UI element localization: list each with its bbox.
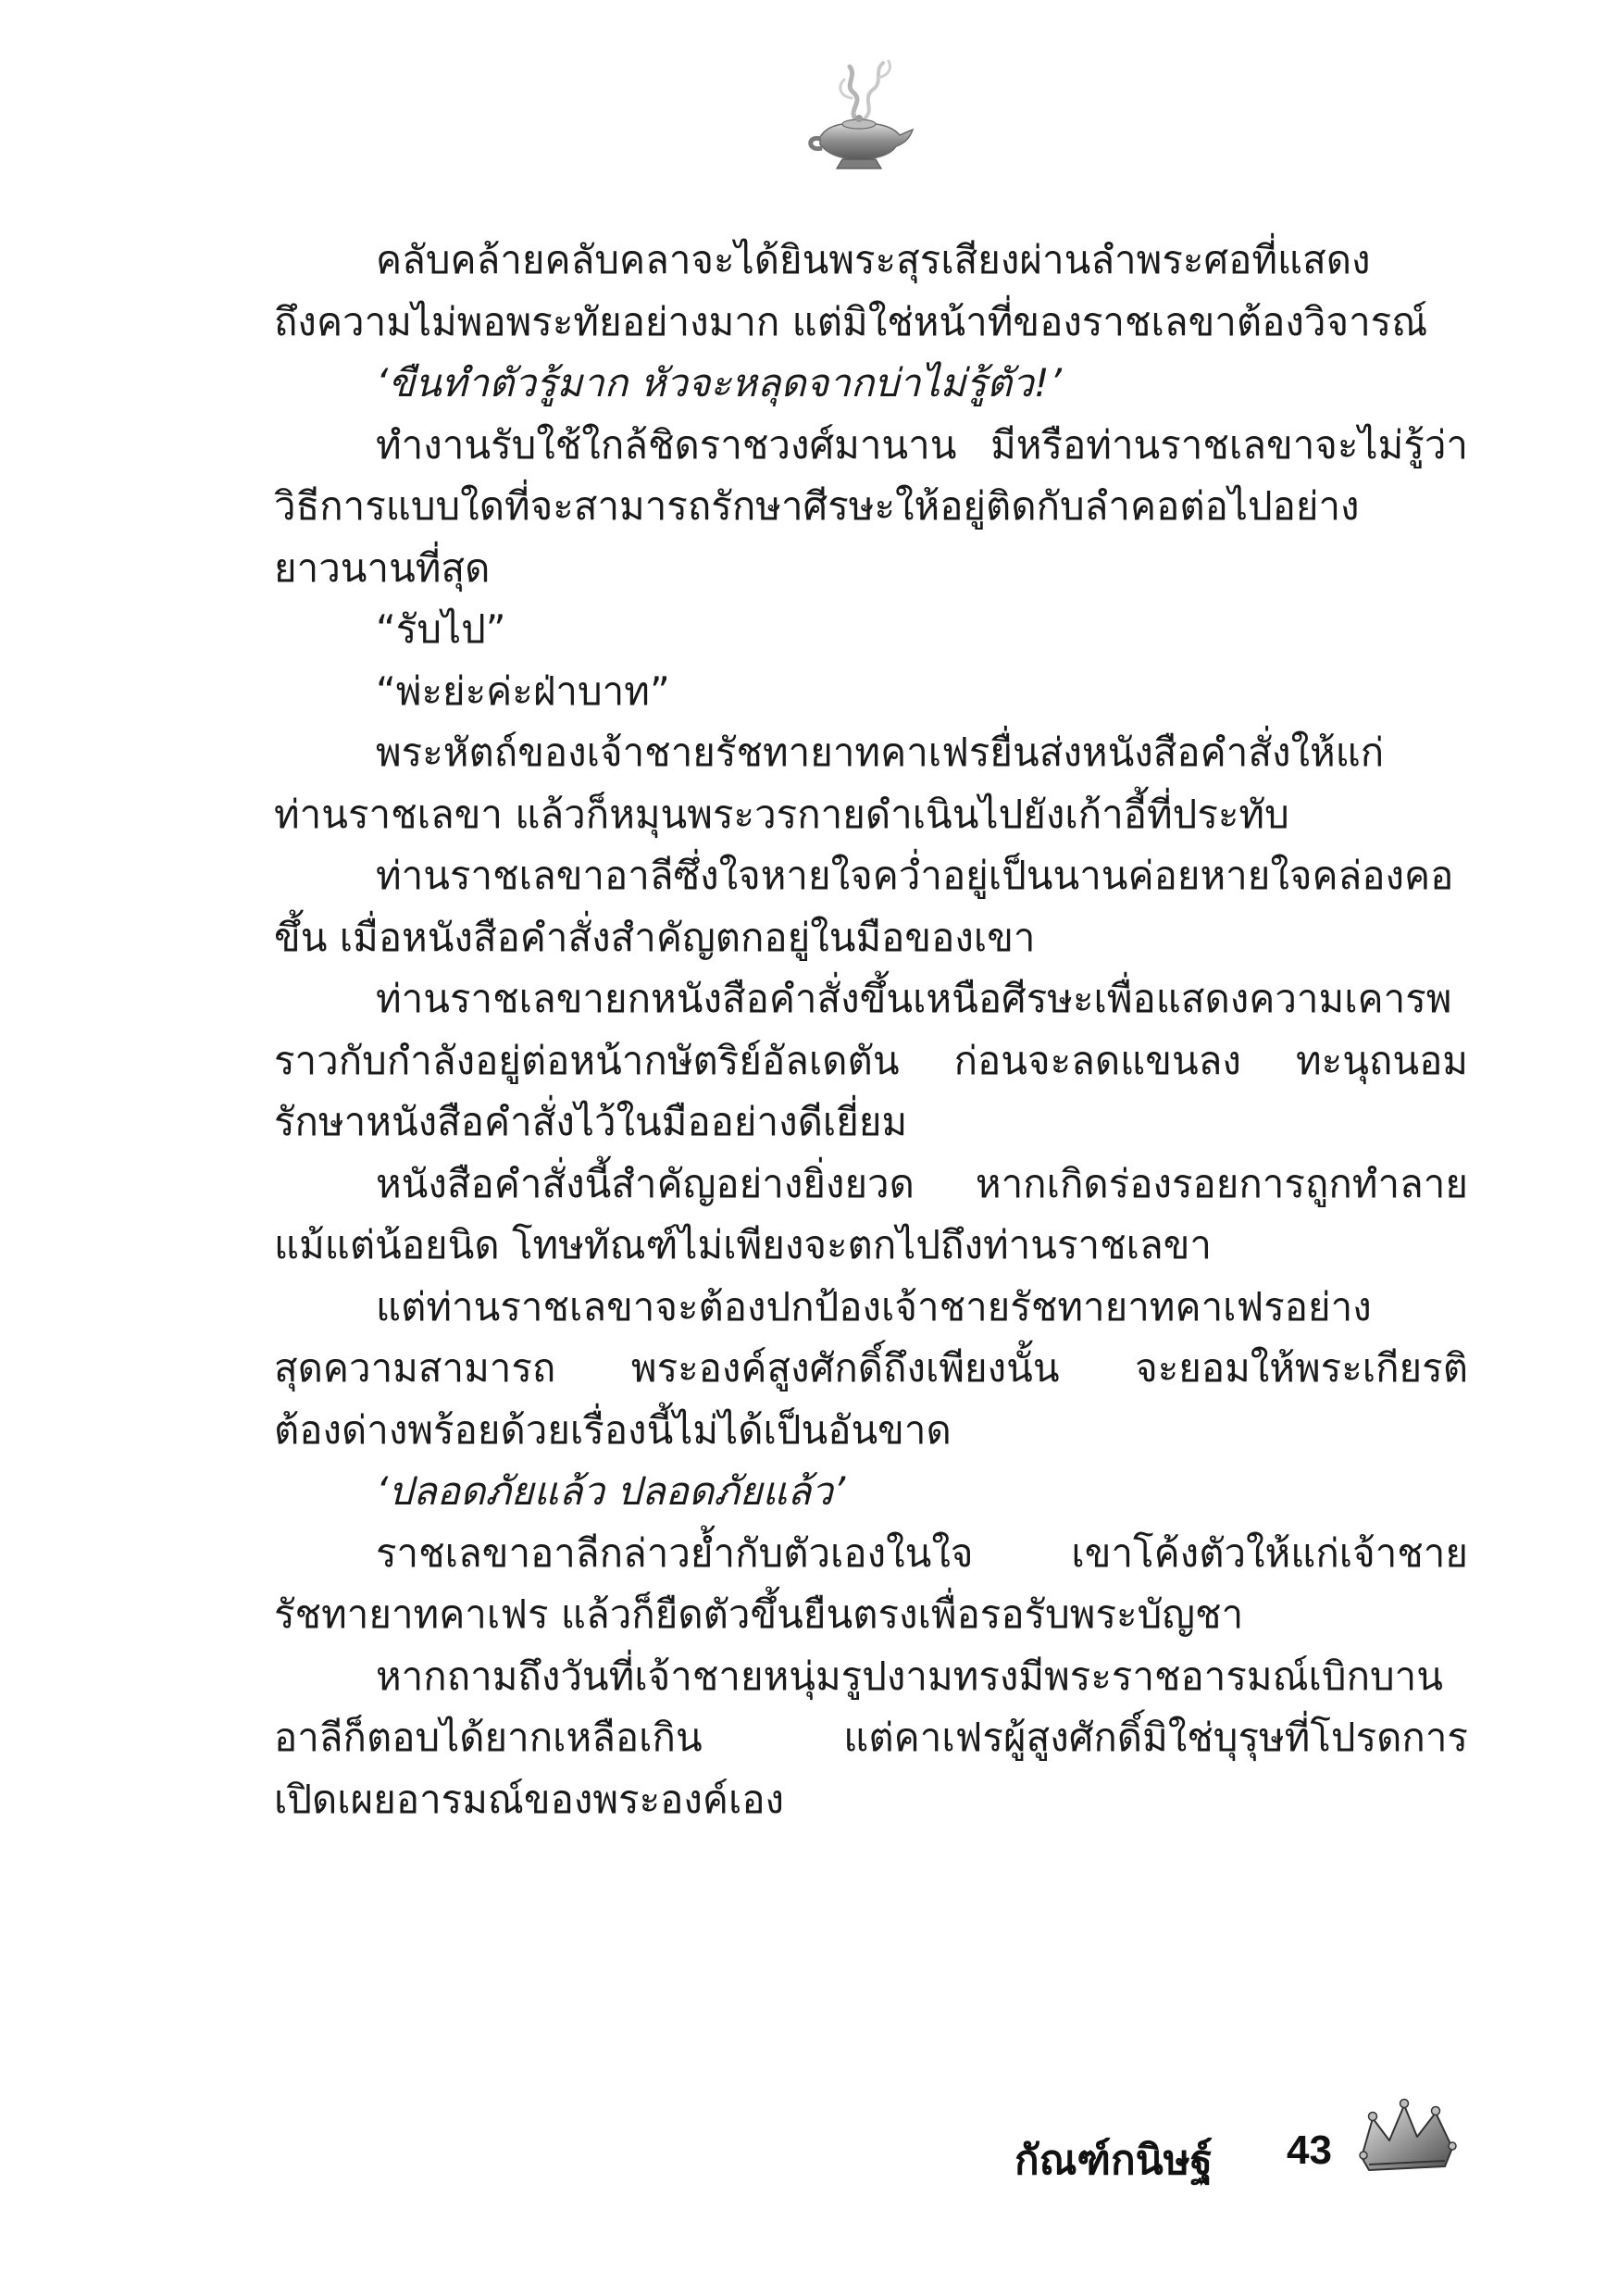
text-line: แต่ท่านราชเลขาจะต้องปกป้องเจ้าชายรัชทายาทคาเฟรอย่าง [376, 1283, 1372, 1329]
text-line: รัชทายาทคาเฟร แล้วก็ยืดตัวขึ้นยืนตรงเพื่อรอรับพระบัญชา [274, 1591, 1244, 1637]
text-line: เปิดเผยอารมณ์ของพระองค์เอง [274, 1776, 785, 1822]
text-line: ‘ขืนทำตัวรู้มาก หัวจะหลุดจากบ่าไม่รู้ตัว!’ [376, 360, 1062, 406]
text-line: ท่านราชเลขายกหนังสือคำสั่งขึ้นเหนือศีรษะเพื่อแสดงความเคารพ [376, 976, 1452, 1021]
genie-lamp-icon [800, 56, 920, 176]
text-line: ขึ้น เมื่อหนังสือคำสั่งสำคัญตกอยู่ในมือของเขา [274, 914, 1036, 960]
text-line: “พ่ะย่ะค่ะฝ่าบาท” [376, 668, 670, 714]
text-line: คลับคล้ายคลับคลาจะได้ยินพระสุรเสียงผ่านลำพระศอที่แสดง [376, 237, 1371, 282]
text-line: ยาวนานที่สุด [274, 544, 491, 591]
text-line: อาลีก็ตอบได้ยากเหลือเกิน แต่คาเฟรผู้สูงศักดิ์มิใช่บุรุษที่โปรดการ [274, 1715, 1468, 1760]
page-number: 43 [1287, 2128, 1332, 2173]
text-line: ราวกับกำลังอยู่ต่อหน้ากษัตริย์อัลเดตัน ก่อนจะลดแขนลง ทะนุถนอม [274, 1037, 1468, 1083]
text-line: “รับไป” [376, 606, 506, 652]
text-line: ทำงานรับใช้ใกล้ชิดราชวงศ์มานาน มีหรือท่านราชเลขาจะไม่รู้ว่า [376, 421, 1468, 468]
text-line: วิธีการแบบใดที่จะสามารถรักษาศีรษะให้อยู่ติดกับลำคอต่อไปอย่าง [274, 483, 1360, 529]
text-line: แม้แต่น้อยนิด โทษทัณฑ์ไม่เพียงจะตกไปถึงท่านราชเลขา [274, 1222, 1213, 1267]
text-line: ถึงความไม่พอพระทัยอย่างมาก แต่มิใช่หน้าที่ของราชเลขาต้องวิจารณ์ [274, 298, 1428, 344]
text-line: ท่านราชเลขา แล้วก็หมุนพระวรกายดำเนินไปยังเก้าอี้ที่ประทับ [274, 791, 1289, 837]
book-title: กัณฑ์กนิษฐ์ [1014, 2137, 1213, 2184]
text-line: ต้องด่างพร้อยด้วยเรื่องนี้ไม่ได้เป็นอันขาด [274, 1406, 952, 1453]
text-line: ราชเลขาอาลีกล่าวย้ำกับตัวเองในใจ เขาโค้งตัวให้แก่เจ้าชาย [376, 1529, 1468, 1576]
text-line: รักษาหนังสือคำสั่งไว้ในมืออย่างดีเยี่ยม [274, 1099, 908, 1144]
text-line: สุดความสามารถ พระองค์สูงศักดิ์ถึงเพียงนั้น จะยอมให้พระเกียรติ [274, 1345, 1468, 1391]
body-text [274, 230, 1468, 1830]
crown-icon [1356, 2092, 1458, 2176]
text-line: ท่านราชเลขาอาลีซึ่งใจหายใจคว่ำอยู่เป็นนานค่อยหายใจคล่องคอ [376, 853, 1454, 898]
text-line: ‘ปลอดภัยแล้ว ปลอดภัยแล้ว’ [376, 1468, 846, 1514]
text-line: พระหัตถ์ของเจ้าชายรัชทายาทคาเฟรยื่นส่งหนังสือคำสั่งให้แก่ [376, 730, 1385, 775]
page-footer [1009, 2092, 1472, 2185]
text-line: หากถามถึงวันที่เจ้าชายหนุ่มรูปงามทรงมีพระราชอารมณ์เบิกบาน [376, 1653, 1443, 1699]
text-line: หนังสือคำสั่งนี้สำคัญอย่างยิ่งยวด หากเกิดร่องรอยการถูกทำลาย [376, 1160, 1468, 1206]
